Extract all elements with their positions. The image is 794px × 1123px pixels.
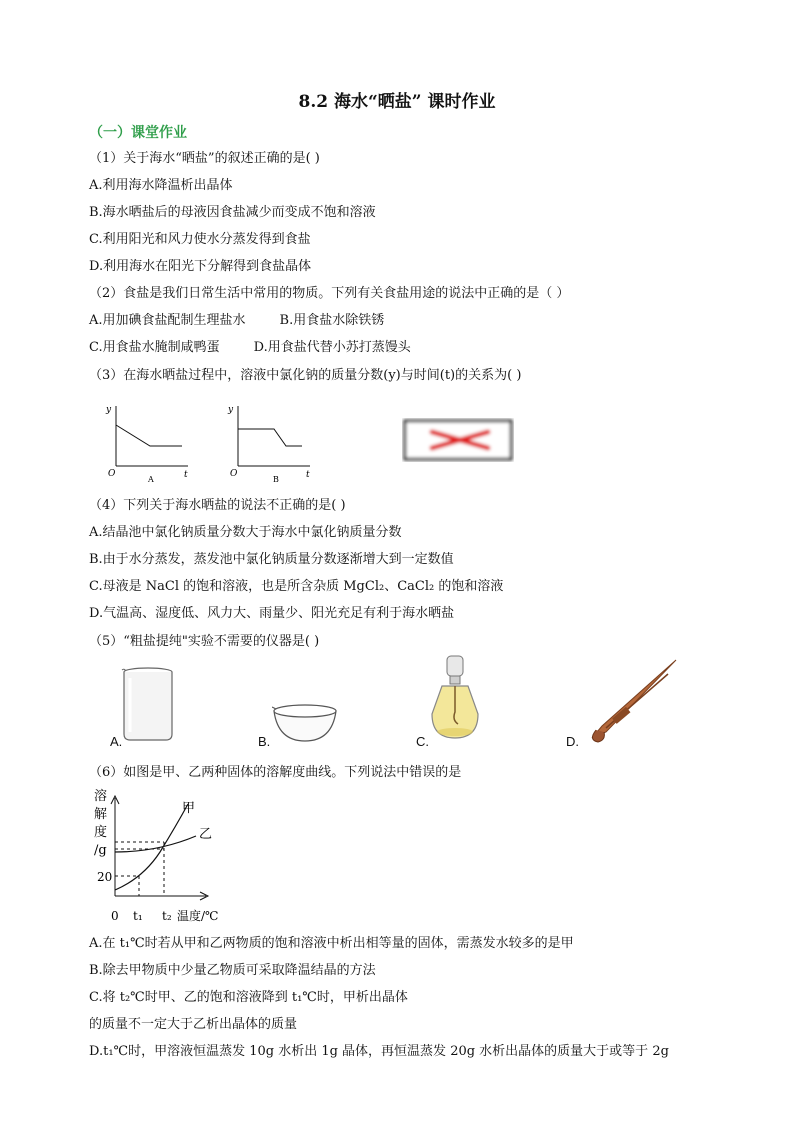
chart-label-jia: 甲 [182, 801, 196, 816]
q3-graph-a [100, 398, 195, 486]
q6-option-c-line1: C.将 t₂℃时甲、乙的饱和溶液降到 t₁℃时，甲析出晶体 [89, 990, 408, 1005]
graph-a-origin: O [108, 469, 116, 479]
chart-curve-jia [115, 804, 188, 890]
q5-stem: （5）“粗盐提纯"实验不需要的仪器是( ) [89, 634, 320, 649]
graph-b-curve [238, 429, 302, 446]
chart-tick-t2: t₂ [162, 909, 172, 923]
q6-option-c-line2: 的质量不一定大于乙析出晶体的质量 [89, 1017, 298, 1032]
q2-option-a: A.用加碘食盐配制生理盐水 [89, 313, 246, 328]
q5-label-d: D. [566, 734, 579, 749]
crucible-tongs-icon [582, 656, 682, 748]
chart-label-yi: 乙 [199, 827, 213, 842]
q4-stem: （4）下列关于海水晒盐的说法不正确的是( ) [89, 498, 346, 513]
graph-a-t-label: t [184, 470, 188, 480]
beaker-icon [120, 664, 182, 746]
q6-option-a: A.在 t₁℃时若从甲和乙两物质的饱和溶液中析出相等量的固体，需蒸发水较多的是甲 [89, 936, 574, 951]
q4-option-c: C.母液是 NaCl 的饱和溶液，也是所含杂质 MgCl₂、CaCl₂ 的饱和溶液 [89, 579, 504, 594]
graph-a-caption: A [148, 475, 154, 484]
graph-b-origin: O [230, 469, 238, 479]
graph-b-caption: B [273, 475, 279, 484]
q1-option-c: C.利用阳光和风力使水分蒸发得到食盐 [89, 232, 311, 247]
chart-xlabel: 温度/℃ [177, 909, 219, 923]
chart-ylabel-2: 解 [94, 807, 108, 822]
q2-stem: （2）食盐是我们日常生活中常用的物质。下列有关食盐用途的说法中正确的是（ ） [89, 286, 570, 301]
graph-b-t-label: t [306, 470, 310, 480]
chart-curve-yi [115, 836, 196, 852]
q2-option-c: C.用食盐水腌制咸鸭蛋 [89, 340, 220, 355]
alcohol-lamp-icon [428, 650, 484, 746]
graph-b-y-label: y [228, 405, 234, 415]
chart-ylabel-1: 溶 [94, 789, 108, 804]
q1-option-b: B.海水晒盐后的母液因食盐减少而变成不饱和溶液 [89, 205, 376, 220]
q6-option-d: D.t₁℃时，甲溶液恒温蒸发 10g 水析出 1g 晶体，再恒温蒸发 20g 水析出晶体的质量大于或等于 2g [89, 1044, 669, 1059]
q1-stem: （1）关于海水“晒盐”的叙述正确的是( ) [89, 151, 320, 166]
chart-tick-t1: t₁ [133, 909, 143, 923]
chart-ylabel-4: /g [94, 843, 107, 858]
q1-option-d: D.利用海水在阳光下分解得到食盐晶体 [89, 259, 312, 274]
q2-option-d: D.用食盐代替小苏打蒸馒头 [253, 340, 411, 355]
q4-option-b: B.由于水分蒸发，蒸发池中氯化钠质量分数逐渐增大到一定数值 [89, 552, 454, 567]
section-heading: （一）课堂作业 [89, 125, 187, 141]
q5-label-c: C. [416, 734, 429, 749]
graph-a-curve [116, 425, 182, 446]
solubility-chart [88, 786, 238, 926]
q6-stem: （6）如图是甲、乙两种固体的溶解度曲线。下列说法中错误的是 [89, 765, 462, 780]
q5-label-b: B. [258, 734, 271, 749]
q4-option-a: A.结晶池中氯化钠质量分数大于海水中氯化钠质量分数 [89, 525, 402, 540]
q2-options-cd [89, 339, 411, 357]
q2-option-b: B.用食盐水除铁锈 [279, 313, 385, 328]
q4-option-d: D.气温高、湿度低、风力大、雨量少、阳光充足有利于海水晒盐 [89, 606, 455, 621]
q3-stem: （3）在海水晒盐过程中，溶液中氯化钠的质量分数(y)与时间(t)的关系为( ) [89, 368, 522, 383]
chart-tick-20: 20 [97, 870, 113, 884]
q3-graph-b [222, 398, 317, 486]
chart-ylabel-3: 度 [94, 825, 108, 840]
q2-options-ab [89, 312, 384, 330]
chart-tick-0: 0 [111, 909, 119, 923]
graph-a-y-label: y [106, 405, 112, 415]
evaporating-dish-icon [272, 695, 338, 745]
q5-label-a: A. [110, 734, 123, 749]
q6-option-b: B.除去甲物质中少量乙物质可采取降温结晶的方法 [89, 963, 376, 978]
q1-option-a: A.利用海水降温析出晶体 [89, 178, 233, 193]
page-title: 8.2 海水“晒盐” 课时作业 [298, 92, 496, 112]
broken-image-icon [402, 418, 514, 462]
